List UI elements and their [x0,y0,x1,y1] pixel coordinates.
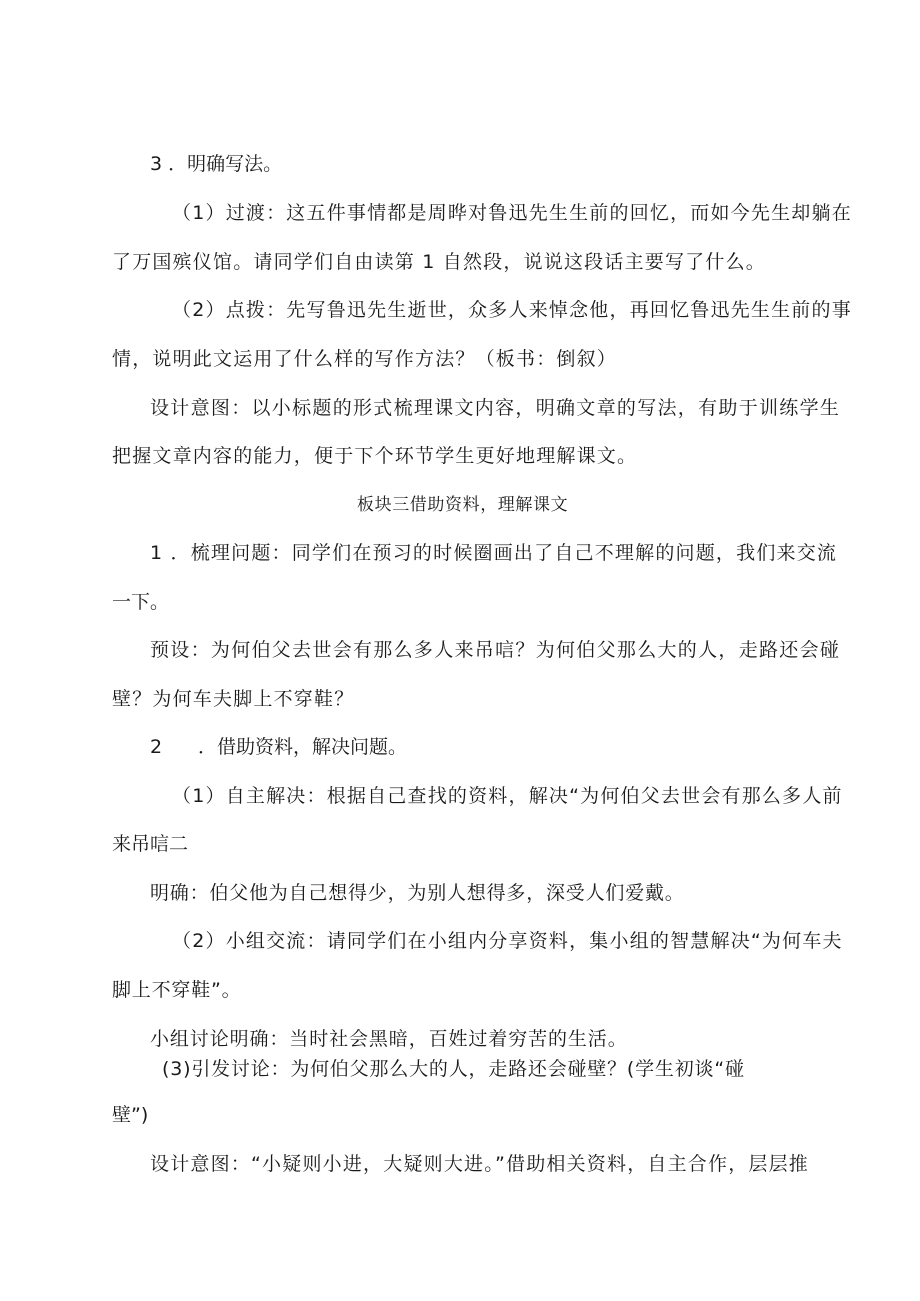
self-solve-line-1: （1）自主解决：根据自己查找的资料，解决“为何伯父去世会有那么多人前 [172,785,843,807]
preset-questions-line-1: 预设：为何伯父去世会有那么多人来吊唁？为何伯父那么大的人，走路还会碰 [150,639,841,661]
discussion-line-2: 壁”) [112,1104,149,1126]
self-solve-line-2: 来吊唁二 [112,833,189,855]
group-exchange-line-1: （2）小组交流：请同学们在小组内分享资料，集小组的智慧解决“为何车夫 [172,930,843,952]
design-intent-1-line-2: 把握文章内容的能力，便于下个环节学生更好地理解课文。 [112,445,638,467]
step-3-heading: 3 ．明确写法。 [150,153,283,175]
clarification-1: 明确：伯父他为自己想得少，为别人想得多，深受人们爱戴。 [150,882,685,904]
paragraph-guidance-line-2: 情，说明此文运用了什么样的写作方法？（板书：倒叙） [112,348,618,370]
section-heading: 板块三借助资料，理解课文 [357,495,569,515]
paragraph-guidance-line-1: （2）点拨：先写鲁迅先生逝世，众多人来悼念他，再回忆鲁迅先生生前的事 [172,299,852,321]
discussion-line-1: (3)引发讨论：为何伯父那么大的人，走路还会碰壁？(学生初谈“碰 [162,1058,745,1080]
step-1-line-2: 一下。 [112,591,170,613]
group-clarification: 小组讨论明确：当时社会黑暗，百姓过着穷苦的生活。 [150,1028,628,1050]
step-2-number: 2 [150,736,163,758]
design-intent-2-line-1: 设计意图：“小疑则小进，大疑则大进。”借助相关资料，自主合作，层层推 [150,1153,809,1175]
step-2-title: ．借助资料，解决问题。 [198,736,408,758]
design-intent-1-line-1: 设计意图：以小标题的形式梳理课文内容，明确文章的写法，有助于训练学生 [150,397,841,419]
paragraph-transition-line-2: 了万国殡仪馆。请同学们自由读第 1 自然段，说说这段话主要写了什么。 [112,251,766,273]
step-1-line-1: 1 ．梳理问题：同学们在预习的时候圈画出了自己不理解的问题，我们来交流 [150,542,838,564]
group-exchange-line-2: 脚上不穿鞋”。 [112,979,242,1001]
preset-questions-line-2: 壁？为何车夫脚上不穿鞋？ [112,688,355,710]
step-2-heading [150,735,407,759]
paragraph-transition-line-1: （1）过渡：这五件事情都是周晔对鲁迅先生生前的回忆，而如今先生却躺在 [172,202,852,224]
